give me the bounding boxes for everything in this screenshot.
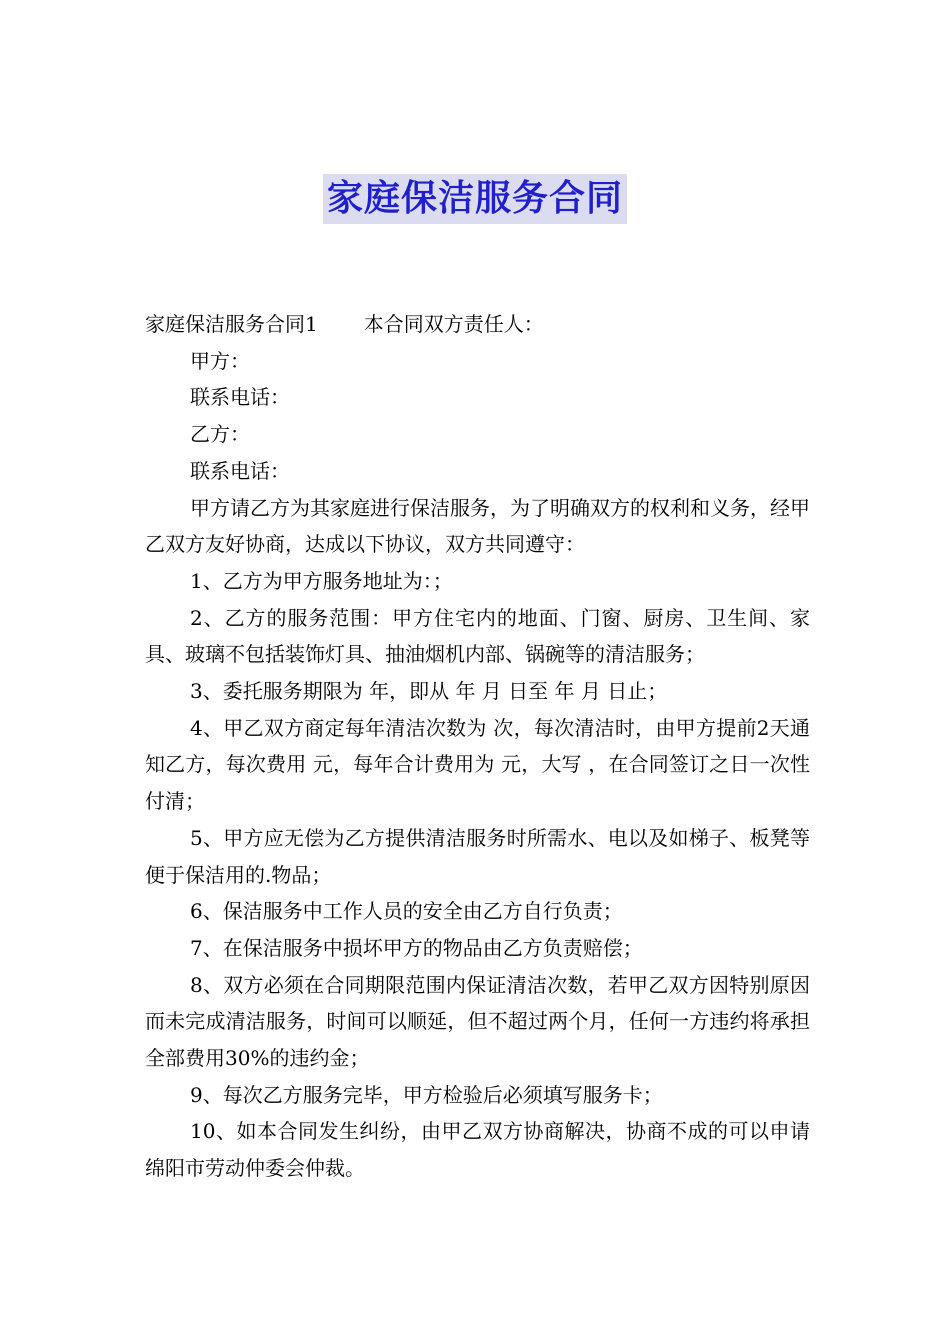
- document-title: 家庭保洁服务合同: [323, 174, 627, 224]
- heading-line: [145, 306, 810, 343]
- clause-6: 6、保洁服务中工作人员的安全由乙方自行负责；: [190, 899, 623, 924]
- party-b-phone-line: 联系电话：: [190, 458, 290, 483]
- clause-9: 9、每次乙方服务完毕，甲方检验后必须填写服务卡；: [190, 1082, 663, 1107]
- clause-1: 1、乙方为甲方服务地址为：；: [190, 568, 453, 593]
- clause-7: 7、在保洁服务中损坏甲方的物品由乙方负责赔偿；: [190, 935, 643, 960]
- preamble-paragraph: 甲方请乙方为其家庭进行保洁服务，为了明确双方的权利和义务，经甲乙双方友好协商，达成以下协议，双方共同遵守：: [145, 495, 810, 557]
- clause-3: 3、委托服务期限为 年，即从 年 月 日至 年 月 日止；: [190, 679, 668, 704]
- document-body: [145, 306, 810, 1187]
- clause-4: 4、甲乙双方商定每年清洁次数为 次，每次清洁时，由甲方提前2天通知乙方，每次费用 元，每年合计费用为 元，大写 ，在合同签订之日一次性付清；: [145, 715, 810, 814]
- clause-10: 10、如本合同发生纠纷，由甲乙双方协商解决，协商不成的可以申请绵阳市劳动仲委会仲裁。: [145, 1119, 810, 1181]
- clause-8: 8、双方必须在合同期限范围内保证清洁次数，若甲乙双方因特别原因而未完成清洁服务，时间可以顺延，但不超过两个月，任何一方违约将承担全部费用30%的违约金；: [145, 972, 810, 1071]
- title-container: [0, 174, 950, 224]
- party-b-line: 乙方：: [190, 422, 250, 447]
- party-a-phone-line: 联系电话：: [190, 385, 290, 410]
- clause-5: 5、甲方应无偿为乙方提供清洁服务时所需水、电以及如梯子、板凳等便于保洁用的.物品；: [145, 825, 810, 887]
- contract-label: 家庭保洁服务合同1: [145, 312, 318, 336]
- responsible-parties-intro: 本合同双方责任人：: [363, 312, 544, 336]
- clause-2: 2、乙方的服务范围：甲方住宅内的地面、门窗、厨房、卫生间、家具、玻璃不包括装饰灯具、抽油烟机内部、锅碗等的清洁服务；: [145, 605, 810, 667]
- party-a-line: 甲方：: [190, 348, 250, 373]
